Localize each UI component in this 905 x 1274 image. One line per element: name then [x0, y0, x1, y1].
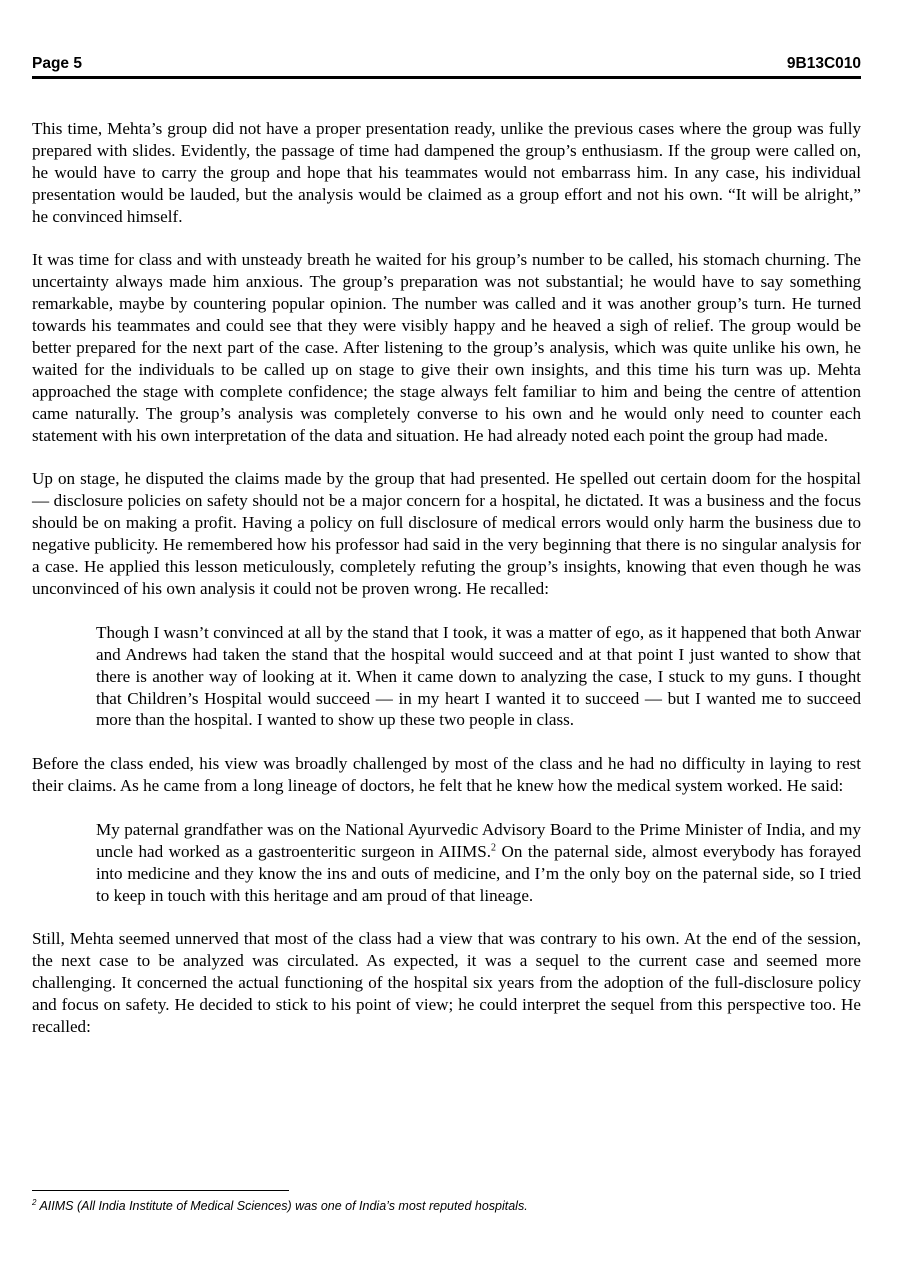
paragraph-5: Still, Mehta seemed unnerved that most of the class had a view that was contrary to his own. At the end of the session, the next case to be analyzed was circulated. As expected, it was a sequel to the current case and seemed more challenging. It concerned the actual functioning of the hospital six years from the adoption of the full-disclosure policy and focus on safety. He decided to stick to his point of view; he could interpret the sequel from this perspective too. He recalled:: [32, 929, 861, 1037]
document-code: 9B13C010: [786, 55, 861, 72]
block-quote-2: [96, 819, 861, 907]
page-number: Page 5: [32, 55, 82, 72]
paragraph-2: It was time for class and with unsteady breath he waited for his group’s number to be called, his stomach churning. The uncertainty always made him anxious. The group’s preparation was not substantial; he would have to say something remarkable, maybe by countering popular opinion. The number was called and it was another group’s turn. He turned towards his teammates and could see that they were visibly happy and he heaved a sigh of relief. The group would be better prepared for the next part of the case. After listening to the group’s analysis, which was quite unlike his own, he waited for the individuals to be called up on stage to give their own insights, and this time his turn was up. Mehta approached the stage with complete confidence; the stage always felt familiar to him and being the centre of attention came naturally. The group’s analysis was completely converse to his own and he would only need to counter each statement with his own interpretation of the data and situation. He had already noted each point the group had made.: [32, 250, 861, 445]
footnote: [32, 1199, 861, 1213]
block-quote-1: Though I wasn’t convinced at all by the stand that I took, it was a matter of ego, as it happened that both Anwar and Andrews had taken the stand that the hospital would succeed and at that point I just wanted to show that there is another way of looking at it. When it came down to analyzing the case, I stuck to my guns. I thought that Children’s Hospital would succeed — in my heart I wanted it to succeed — but I wanted me to succeed more than the hospital. I wanted to show up these two people in class.: [96, 622, 861, 730]
footnote-divider: [32, 1190, 289, 1191]
footnote-text: AIIMS (All India Institute of Medical Sciences) was one of India’s most reputed hospitals.: [39, 1199, 528, 1213]
quote-text-before: My paternal grandfather was on the National Ayurvedic Advisory Board to the Prime Minister of India, and my uncle had worked as a gastroenteritic surgeon in AIIMS.: [96, 819, 861, 861]
page-header: [32, 55, 861, 79]
paragraph-1: This time, Mehta’s group did not have a proper presentation ready, unlike the previous cases where the group was fully prepared with slides. Evidently, the passage of time had dampened the group’s enthusiasm. If the group were called on, he would have to carry the group and hope that his teammates would not embarrass him. In any case, his individual presentation would be lauded, but the analysis would be claimed as a group effort and not his own. “It will be alright,” he convinced himself.: [32, 119, 861, 226]
paragraph-3: Up on stage, he disputed the claims made by the group that had presented. He spelled out certain doom for the hospital — disclosure policies on safety should not be a major concern for a hospital, he dictated. It was a business and the focus should be on making a profit. Having a policy on full disclosure of medical errors would only harm the business due to negative publicity. He remembered how his professor had said in the very beginning that there is no singular analysis for a case. He applied this lesson meticulously, completely refuting the group’s insights, knowing that even though he was unconvinced of his own analysis it could not be proven wrong. He recalled:: [32, 469, 861, 598]
body-text: [32, 118, 861, 1060]
footnote-reference[interactable]: 2: [491, 842, 497, 854]
quote-text-after: On the paternal side, almost everybody has forayed into medicine and they know the ins and outs of medicine, and I’m the only boy on the paternal side, so I tried to keep in touch with this heritage and am proud of that lineage.: [96, 841, 861, 905]
paragraph-4: Before the class ended, his view was broadly challenged by most of the class and he had no difficulty in laying to rest their claims. As he came from a long lineage of doctors, he felt that he knew how the medical system worked. He said:: [32, 754, 861, 796]
footnote-number: 2: [32, 1197, 37, 1207]
